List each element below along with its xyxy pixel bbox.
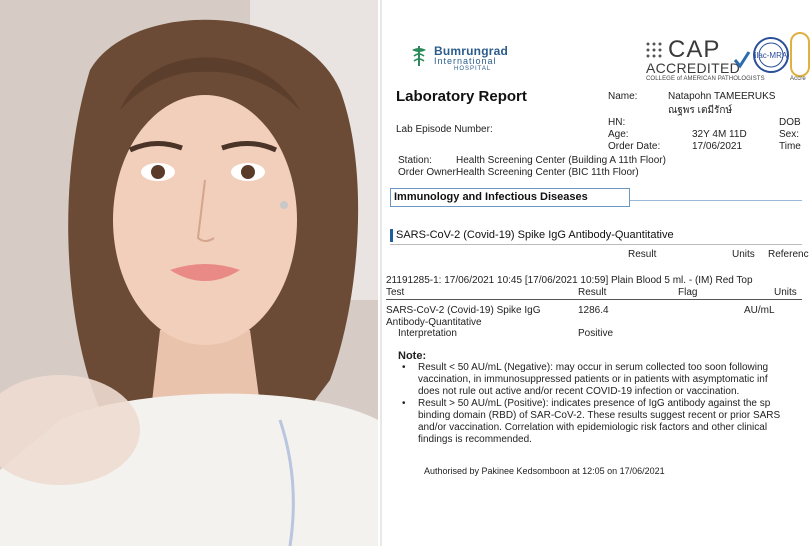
note-1-line-2: vaccination, in immunosuppressed patients or in patients with asymptomatic inf [418,374,768,385]
note-1-line-1: Result < 50 AU/mL (Negative): may occur in serum collected too soon following [418,362,769,373]
col-result-header-2: Result [578,287,607,298]
portrait-photo [0,0,378,546]
station-value: Health Screening Center (Building A 11th Floor) [456,155,666,166]
patient-name: Natapohn TAMEERUKS [668,91,776,102]
test-title: SARS-CoV-2 (Covid-19) Spike IgG Antibody-Quantitative [396,229,674,241]
col-units-header-2: Units [774,287,797,298]
name-label: Name: [608,91,638,102]
order-date-value: 17/06/2021 [692,141,743,152]
col-flag-header: Flag [678,287,698,298]
accreditation-seal [790,32,810,77]
checkmark-icon [733,50,751,70]
test-title-rule [390,244,802,245]
section-title: Immunology and Infectious Diseases [394,191,588,203]
order-owner-value: Health Screening Center (BIC 11th Floor) [456,167,639,178]
cap-accredited: ACCREDITED [646,60,741,76]
lab-report-document [380,0,809,546]
hospital-name: Bumrungrad [434,44,508,58]
note-bullet-1: • [402,362,406,373]
interpretation-label: Interpretation [398,328,457,339]
result-units: AU/mL [744,305,775,316]
authorised-by: Authorised by Pakinee Kedsomboon at 12:05 on 17/06/2021 [424,466,665,476]
cap-college: COLLEGE of AMERICAN PATHOLOGISTS [646,76,765,82]
order-owner-label: Order Owner: [398,167,459,178]
report-title: Laboratory Report [396,88,527,105]
result-test-name: SARS-CoV-2 (Covid-19) Spike IgG [386,305,541,316]
cap-title: CAP [668,36,721,63]
section-rule [630,200,802,201]
accreditation-fragment: Accre [790,76,806,82]
order-date-label: Order Date: [608,141,661,152]
time-label: Time [779,141,801,152]
age-value: 32Y 4M 11D [692,129,747,140]
note-2-line-2: binding domain (RBD) of SAR-CoV-2. These results suggest recent or prior SARS [418,410,781,421]
sex-label: Sex: [779,129,800,140]
specimen-line: 21191285-1: 17/06/2021 10:45 [17/06/2021 10:59] Plain Blood 5 ml. - (IM) Red Top [386,275,753,286]
patient-name-thai: ณฐพร เตมีรักษ์ [668,105,733,116]
specimen-rule [386,299,802,300]
lab-episode-label: Lab Episode Number: [396,124,493,135]
col-result-header: Result [628,249,657,260]
hospital-subtitle-2: HOSPITAL [454,66,492,72]
note-title: Note: [398,350,427,362]
station-label: Station: [398,155,432,166]
result-test-name-2: Antibody-Quantitative [386,317,482,328]
note-2-line-4: findings is recommended. [418,434,532,445]
col-test-header: Test [386,287,405,298]
cap-dots-icon [644,40,664,60]
note-1-line-3: does not rule out active and/or recent COVID-19 infection or vaccination. [418,386,740,397]
test-title-bar [390,229,393,242]
col-units-header: Units [732,249,755,260]
hn-label: HN: [608,117,626,128]
ilac-mra-seal-icon [752,36,790,74]
note-2-line-3: and/or vaccination. Correlation with epidemiologic risk factors and other clinical [418,422,768,433]
caduceus-icon [408,44,430,68]
portrait-illustration [0,0,378,546]
note-2-line-1: Result > 50 AU/mL (Positive): indicates presence of IgG antibody against the sp [418,398,771,409]
result-value: 1286.4 [578,305,609,316]
interpretation-value: Positive [578,328,614,339]
age-label: Age: [608,129,629,140]
hospital-subtitle: International [434,56,497,66]
col-reference-header: Referenc [768,249,809,260]
ilac-mra-text: ilac-MRA [754,51,788,60]
dob-label: DOB [779,117,801,128]
note-bullet-2: • [402,398,406,409]
